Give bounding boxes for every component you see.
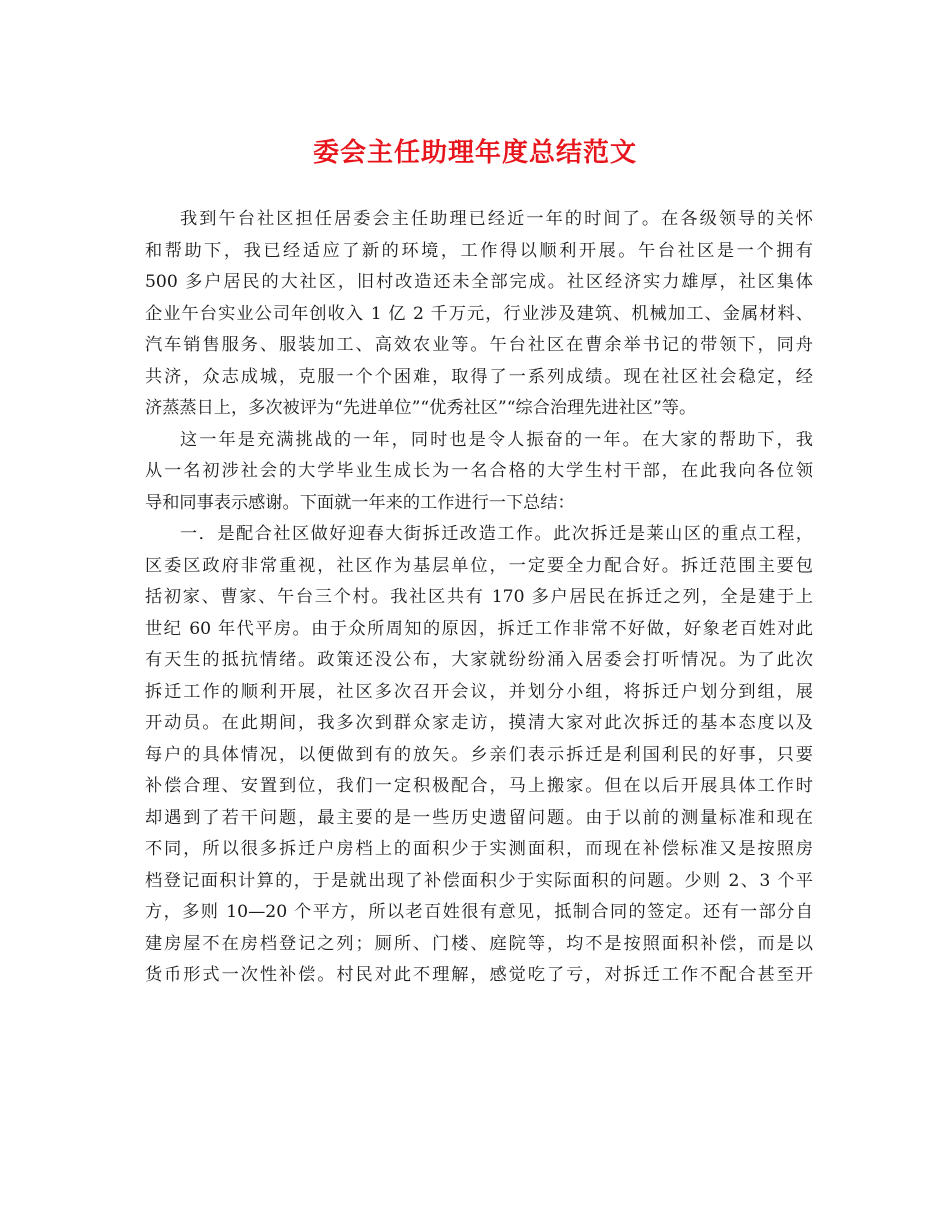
paragraph-line: 补偿合理、安置到位，我们一定积极配合，马上搬家。但在以后开展具体工作时 — [145, 776, 813, 796]
document-body — [145, 204, 813, 992]
paragraph-line: 档登记面积计算的，于是就出现了补偿面积少于实际面积的问题。少则 2、3 个平 — [145, 870, 813, 891]
paragraph-line: 每户的具体情况，以便做到有的放矢。乡亲们表示拆迁是利国利民的好事，只要 — [145, 744, 813, 765]
paragraph-line: 500 多户居民的大社区，旧村改造还未全部完成。社区经济实力雄厚，社区集体 — [145, 272, 813, 292]
paragraph-line: 开动员。在此期间，我多次到群众家走访，摸清大家对此次拆迁的基本态度以及 — [145, 713, 813, 733]
paragraph-line: 货币形式一次性补偿。村民对此不理解，感觉吃了亏，对拆迁工作不配合甚至开 — [145, 965, 813, 985]
paragraph-line: 和帮助下，我已经适应了新的环境，工作得以顺利开展。午台社区是一个拥有 — [145, 240, 813, 261]
paragraph-line: 世纪 60 年代平房。由于众所周知的原因，拆迁工作非常不好做，好象老百姓对此 — [145, 618, 813, 639]
paragraph-line: 济蒸蒸日上，多次被评为“先进单位”“优秀社区”“综合治理先进社区”等。 — [145, 398, 697, 418]
paragraph-line: 区委区政府非常重视，社区作为基层单位，一定要全力配合好。拆迁范围主要包 — [145, 555, 813, 576]
paragraph-line: 方，多则 10—20 个平方，所以老百姓很有意见，抵制合同的签定。还有一部分自 — [145, 902, 813, 922]
paragraph-line: 一．是配合社区做好迎春大街拆迁改造工作。此次拆迁是莱山区的重点工程， — [180, 524, 813, 544]
paragraph-line: 导和同事表示感谢。下面就一年来的工作进行一下总结： — [145, 492, 575, 513]
paragraph-line: 括初家、曹家、午台三个村。我社区共有 170 多户居民在拆迁之列，全是建于上 — [145, 587, 813, 607]
paragraph-line: 企业午台实业公司年创收入 1 亿 2 千万元，行业涉及建筑、机械加工、金属材料、 — [145, 303, 813, 324]
paragraph-line: 却遇到了若干问题，最主要的是一些历史遗留问题。由于以前的测量标准和现在 — [145, 807, 813, 828]
paragraph-line: 拆迁工作的顺利开展，社区多次召开会议，并划分小组，将拆迁户划分到组，展 — [145, 681, 813, 702]
document-title: 委会主任助理年度总结范文 — [312, 138, 637, 168]
paragraph-line: 从一名初涉社会的大学毕业生成长为一名合格的大学生村干部，在此我向各位领 — [145, 461, 813, 481]
paragraph-line: 不同，所以很多拆迁户房档上的面积少于实测面积，而现在补偿标准又是按照房 — [145, 839, 813, 859]
paragraph-line: 汽车销售服务、服装加工、高效农业等。午台社区在曹余举书记的带领下，同舟 — [145, 335, 813, 355]
paragraph-line: 共济，众志成城，克服一个个困难，取得了一系列成绩。现在社区社会稳定，经 — [145, 366, 813, 387]
paragraph-line: 我到午台社区担任居委会主任助理已经近一年的时间了。在各级领导的关怀 — [180, 209, 813, 229]
paragraph-line: 有天生的抵抗情绪。政策还没公布，大家就纷纷涌入居委会打听情况。为了此次 — [145, 650, 813, 670]
paragraph-line: 这一年是充满挑战的一年，同时也是令人振奋的一年。在大家的帮助下，我 — [180, 429, 813, 450]
paragraph-line: 建房屋不在房档登记之列；厕所、门楼、庭院等，均不是按照面积补偿，而是以 — [145, 933, 813, 954]
